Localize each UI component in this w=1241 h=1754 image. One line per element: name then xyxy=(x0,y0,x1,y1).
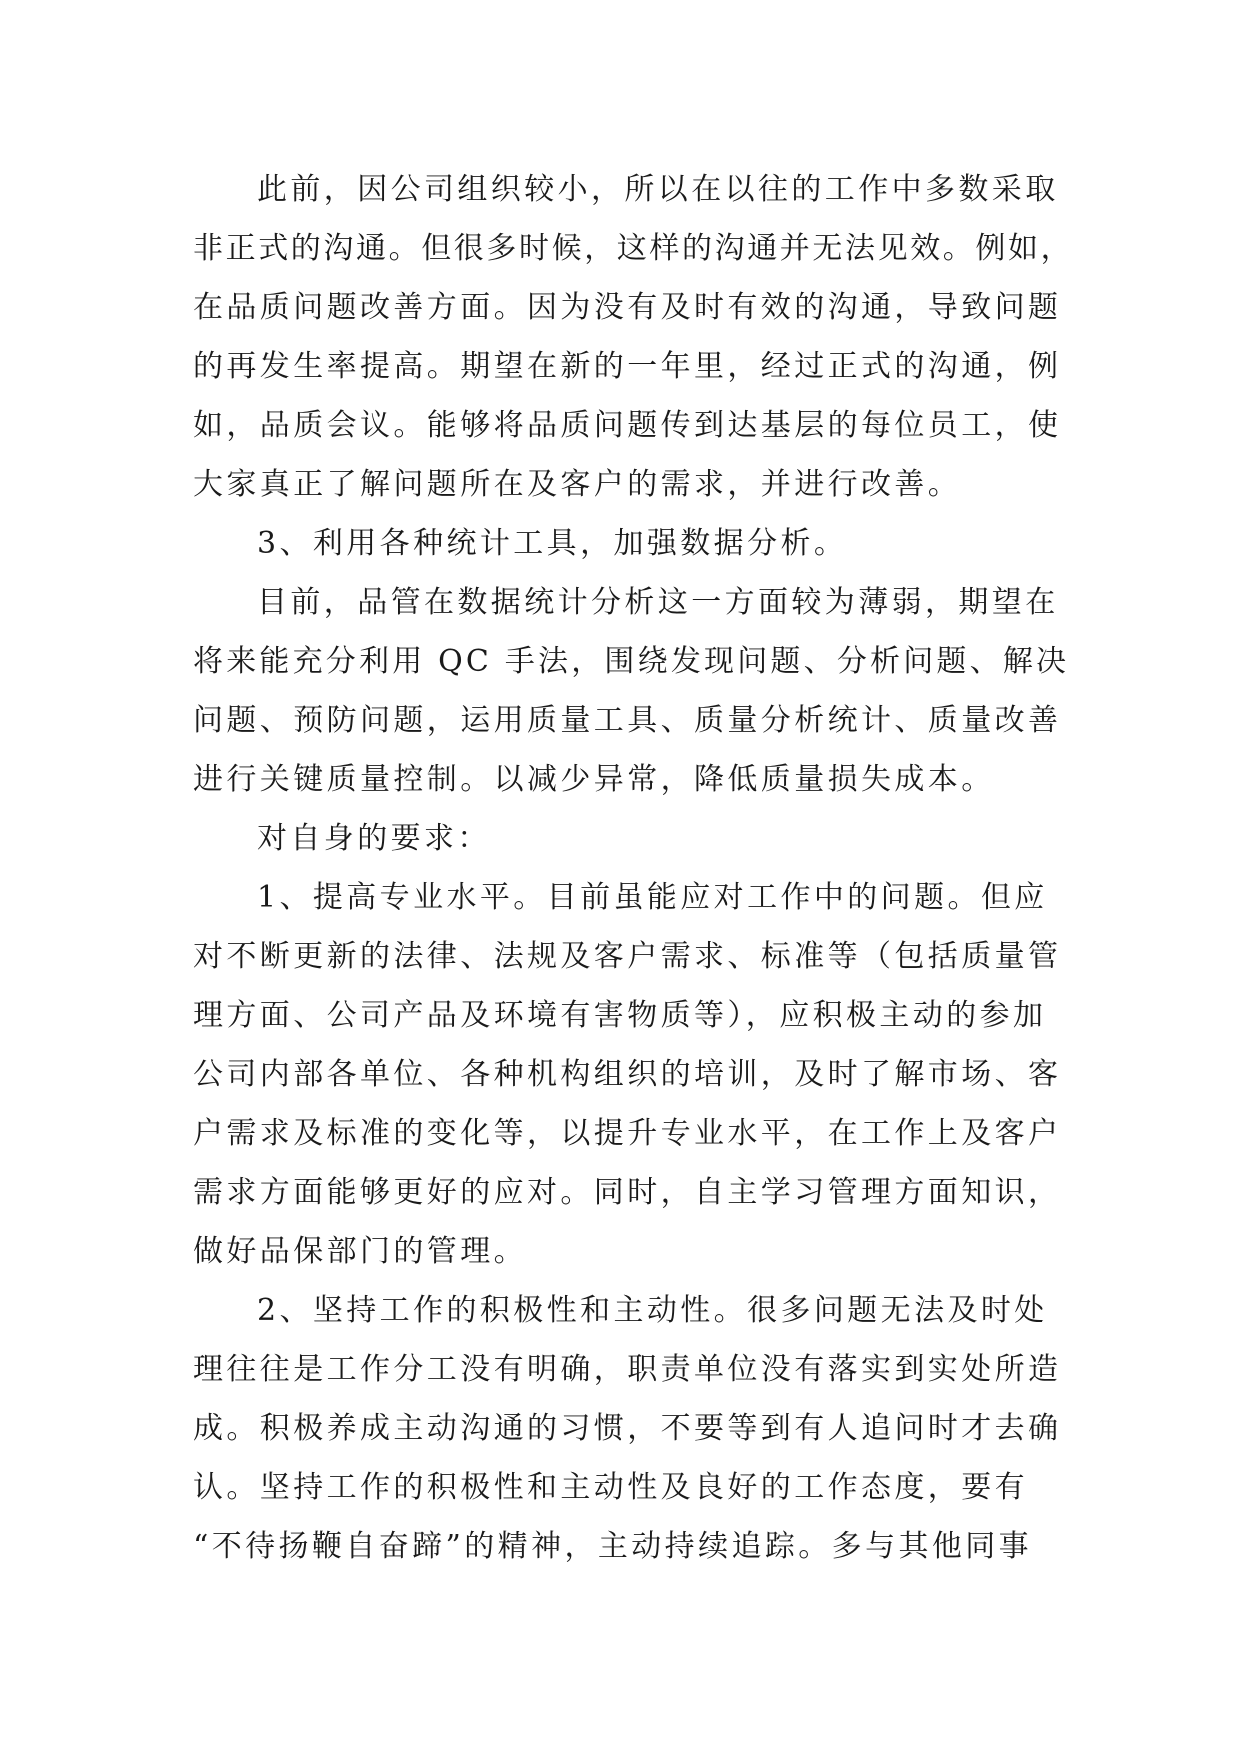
text-line: 将来能充分利用 QC 手法，围绕发现问题、分析问题、解决 xyxy=(193,644,1070,679)
document-body xyxy=(193,160,1073,1576)
text-line: 大家真正了解问题所在及客户的需求，并进行改善。 xyxy=(193,467,962,502)
text-line: 需求方面能够更好的应对。同时，自主学习管理方面知识， xyxy=(193,1175,1062,1210)
text-line: 理方面、公司产品及环境有害物质等），应积极主动的参加 xyxy=(193,998,1047,1033)
text-line: 目前，品管在数据统计分析这一方面较为薄弱，期望在 xyxy=(257,585,1059,620)
text-line: 问题、预防问题，运用质量工具、质量分析统计、质量改善 xyxy=(193,703,1062,738)
text-line: 进行关键质量控制。以减少异常，降低质量损失成本。 xyxy=(193,762,995,797)
text-line: 如，品质会议。能够将品质问题传到达基层的每位员工，使 xyxy=(193,408,1062,443)
text-line: 非正式的沟通。但很多时候，这样的沟通并无法见效。例如， xyxy=(193,231,1074,266)
text-line: 在品质问题改善方面。因为没有及时有效的沟通，导致问题 xyxy=(193,290,1062,325)
text-line: 3、利用各种统计工具，加强数据分析。 xyxy=(257,526,848,561)
text-line: 此前，因公司组织较小，所以在以往的工作中多数采取 xyxy=(257,172,1059,207)
text-line: 认。坚持工作的积极性和主动性及良好的工作态度，要有 xyxy=(193,1470,1028,1505)
text-line: “不待扬鞭自奋蹄”的精神，主动持续追踪。多与其他同事 xyxy=(193,1529,1033,1564)
text-line: 1、提高专业水平。目前虽能应对工作中的问题。但应 xyxy=(257,880,1048,915)
text-line: 成。积极养成主动沟通的习惯，不要等到有人追问时才去确 xyxy=(193,1411,1062,1446)
text-line: 做好品保部门的管理。 xyxy=(193,1234,527,1269)
text-line: 2、坚持工作的积极性和主动性。很多问题无法及时处 xyxy=(257,1293,1048,1328)
text-line: 户需求及标准的变化等，以提升专业水平，在工作上及客户 xyxy=(193,1116,1062,1151)
text-line: 对自身的要求： xyxy=(257,821,491,856)
text-line: 公司内部各单位、各种机构组织的培训，及时了解市场、客 xyxy=(193,1057,1062,1092)
text-line: 对不断更新的法律、法规及客户需求、标准等（包括质量管 xyxy=(193,939,1062,974)
text-line: 的再发生率提高。期望在新的一年里，经过正式的沟通，例 xyxy=(193,349,1062,384)
text-line: 理往往是工作分工没有明确，职责单位没有落实到实处所造 xyxy=(193,1352,1062,1387)
